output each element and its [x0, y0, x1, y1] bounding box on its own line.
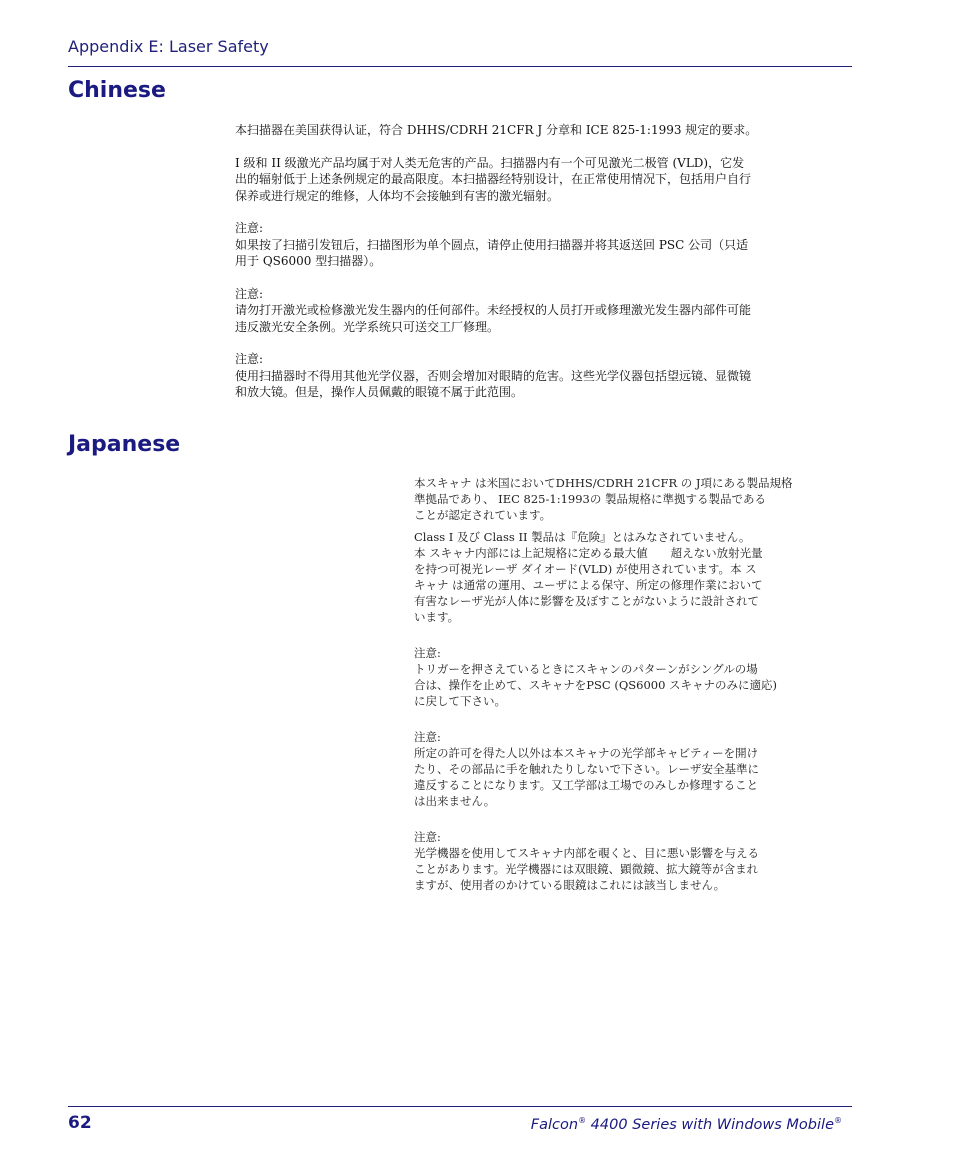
chinese-caution-trigger: 注意: 如果按了扫描引发钮后，扫描图形为单个圆点，请停止使用扫描器并将其返送回 PSC 公司（只适 用于 QS6000 型扫描器）。 [235, 221, 749, 268]
chinese-paragraph-certification: 本扫描器在美国获得认证，符合 DHHS/CDRH 21CFR J 分章和 ICE 825-1:1993 规定的要求。 [235, 123, 758, 137]
section-title-chinese: Chinese [68, 78, 166, 103]
page-number: 62 [68, 1113, 92, 1133]
book-title-suffix: 4400 Series with Windows Mobile [586, 1116, 834, 1133]
book-title-prefix: Falcon [530, 1116, 579, 1133]
japanese-caution-optical: 注意: 光学機器を使用してスキャナ内部を覗くと、目に悪い影響を与える ことがあります。光学機器には双眼鏡、顕微鏡、拡大鏡等が含まれ ますが、使用者のかけている眼鏡はこれには該当しません。 [414, 830, 759, 892]
japanese-caution-trigger: 注意: トリガーを押さえているときにスキャンのパターンがシングルの場 合は、操作を止めて、スキャナをPSC (QS6000 スキャナのみに適応) に戻して下さい。 [414, 646, 778, 708]
running-head: Appendix E: Laser Safety [68, 37, 269, 56]
header-rule [68, 66, 852, 67]
book-title [531, 1116, 842, 1133]
section-title-japanese: Japanese [68, 432, 181, 457]
japanese-paragraph-classification: Class I 及び Class II 製品は『危険』とはみなされていません。 本 スキャナ内部には上記規格に定める最大値 超えない放射光量 を持つ可視光レーザ ダイオード(VLD) が使用されています。本 ス キャナ は通常の運用、ユーザによる保守、所定の修理作業において 有害なレーザ光が人体に影響を及ぼすことがないように設計されて います。 [414, 530, 763, 624]
japanese-caution-opening: 注意: 所定の許可を得た人以外は本スキャナの光学部キャビティーを開け たり、その部品に手を触れたりしないで下さい。レーザ安全基準に 違反することになります。又工学部は工場でのみしか修理すること は出来ません。 [414, 730, 759, 808]
chinese-caution-opening: 注意: 请勿打开激光或检修激光发生器内的任何部件。未经授权的人员打开或修理激光发生器内部件可能 违反激光安全条例。光学系统只可送交工厂修理。 [235, 286, 752, 334]
japanese-paragraph-certification: 本スキャナ は米国においてDHHS/CDRH 21CFR の J項にある製品規格 準拠品であり、 IEC 825-1:1993の 製品規格に準拠する製品である ことが認定されています。 [414, 476, 793, 522]
trademark-mark-end: ® [834, 1116, 842, 1125]
trademark-mark: ® [578, 1116, 587, 1125]
japanese-body [414, 475, 824, 893]
footer-rule [68, 1106, 852, 1107]
chinese-body [235, 122, 805, 417]
chinese-paragraph-classification: I 级和 II 级激光产品均属于对人类无危害的产品。扫描器内有一个可见激光二极管 (VLD)，它发 出的辐射低于上述条例规定的最高限度。本扫描器经特别设计，在正常使用情况下，包括用户自行 保养或进行规定的维修，人体均不会接触到有害的激光辐射。 [235, 155, 752, 203]
chinese-caution-optical: 注意: 使用扫描器时不得用其他光学仪器，否则会增加对眼睛的危害。这些光学仪器包括望远镜、显微镜 和放大镜。但是，操作人员佩戴的眼镜不属于此范围。 [235, 352, 752, 399]
